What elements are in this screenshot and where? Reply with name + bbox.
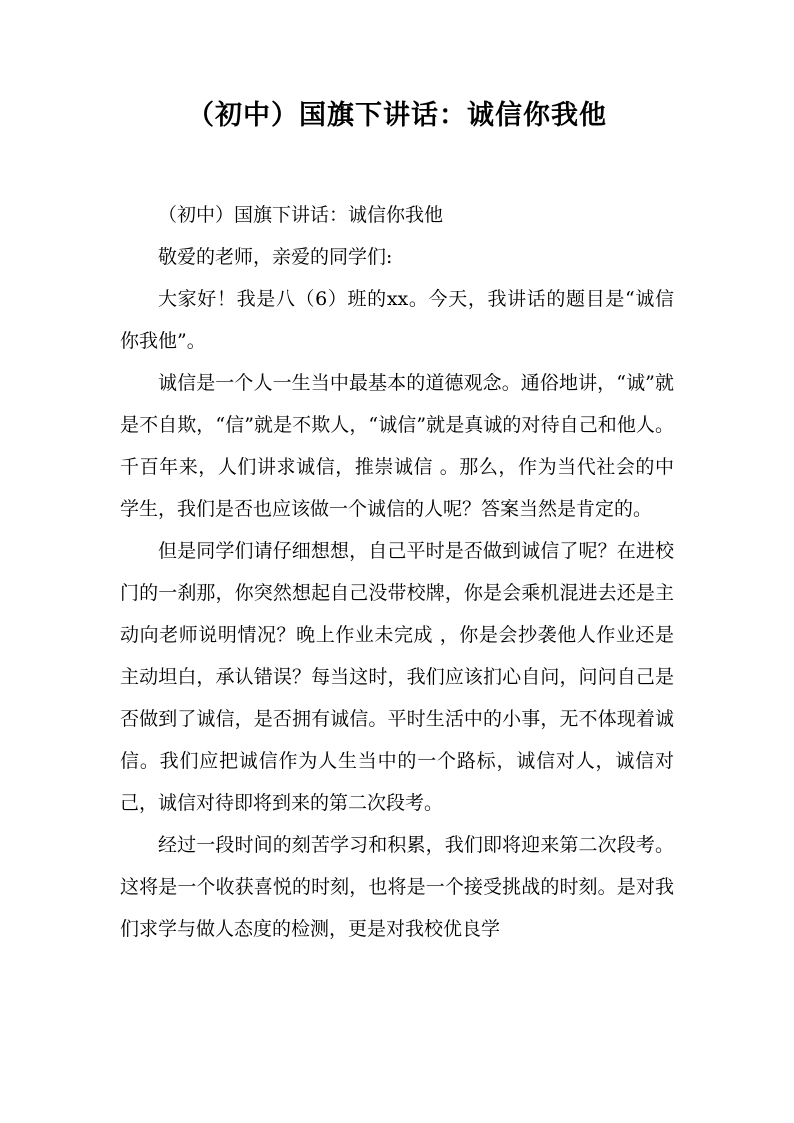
salutation-paragraph: 敬爱的老师，亲爱的同学们: [158, 246, 393, 268]
greeting-paragraph: 大家好！我是八（6）班的xx。今天，我讲话的题目是“诚信你我他”。 [120, 288, 674, 352]
document-title: （初中）国旗下讲话：诚信你我他 [187, 100, 607, 131]
body-paragraph: 诚信是一个人一生当中最基本的道德观念。通俗地讲，“诚”就是不自欺，“信”就是不欺人，“诚信”就是真诚的对待自己和他人。千百年来，人们讲求诚信，推崇诚信 。那么，作为当代社会的中学生，我们是否也应该做一个诚信的人呢？答案当然是肯定的。 [120, 372, 674, 520]
body-paragraph: 但是同学们请仔细想想，自己平时是否做到诚信了呢？在进校门的一刹那，你突然想起自己没带校牌，你是会乘机混进去还是主动向老师说明情况？晚上作业未完成 ，你是会抄袭他人作业还是主动坦白，承认错误？每当这时，我们应该扪心自问，问问自己是否做到了诚信，是否拥有诚信。平时生活中的小事，无不体现着诚信。我们应把诚信作为人生当中的一个路标，诚信对人，诚信对己，诚信对待即将到来的第二次段考。 [120, 540, 674, 814]
body-paragraph: 经过一段时间的刻苦学习和积累，我们即将迎来第二次段考。这将是一个收获喜悦的时刻，也将是一个接受挑战的时刻。是对我们求学与做人态度的检测，更是对我校优良学 [120, 834, 674, 940]
document-body [120, 194, 674, 950]
repeated-title-paragraph: （初中）国旗下讲话：诚信你我他 [158, 204, 444, 226]
